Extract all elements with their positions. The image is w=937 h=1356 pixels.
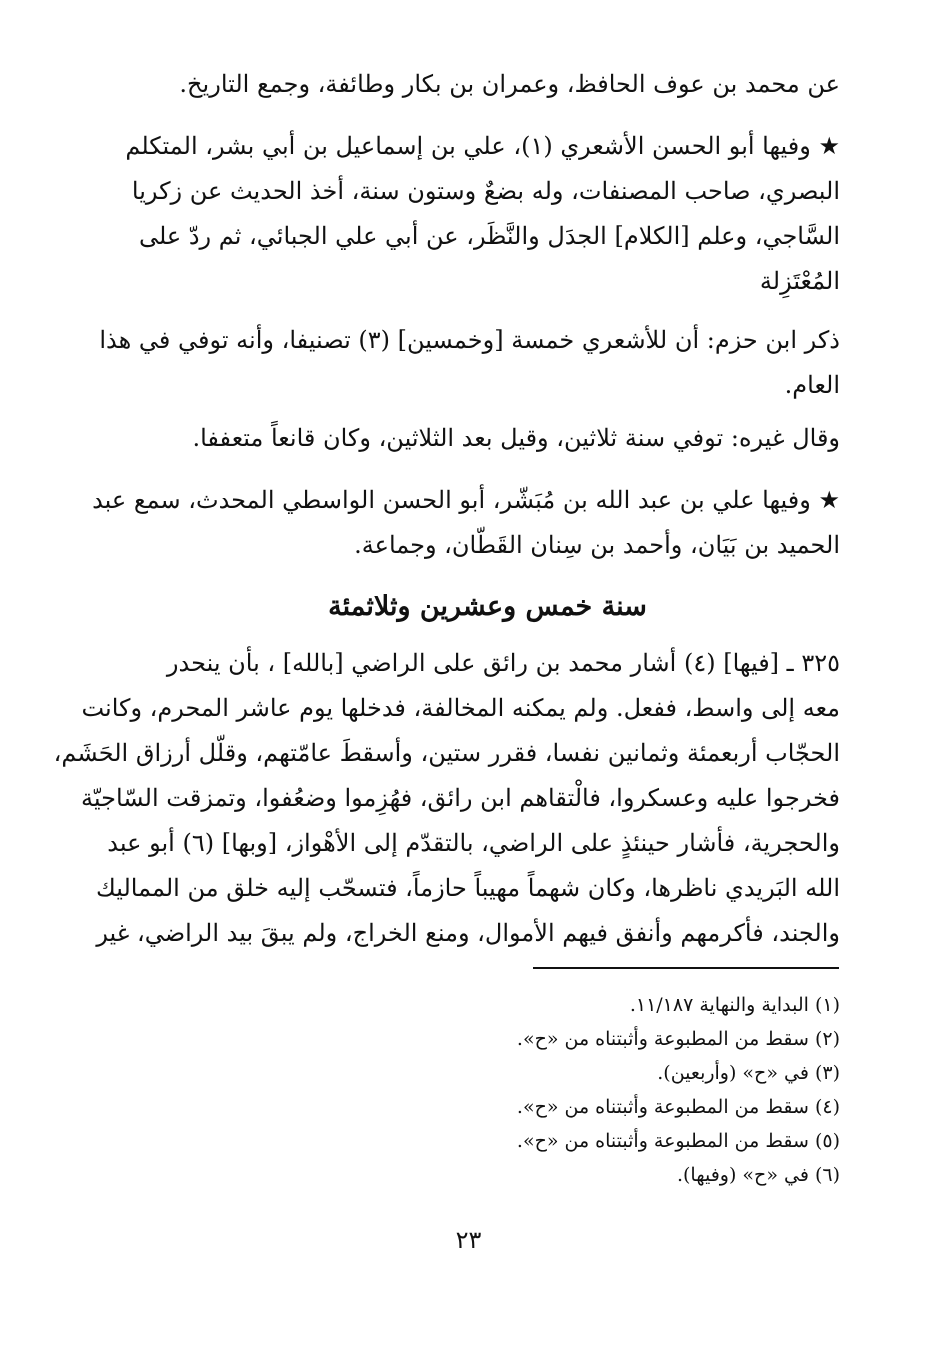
paragraph-year-325	[53, 641, 840, 956]
section-heading: سنة خمس وعشرين وثلاثمئة	[328, 591, 647, 622]
footnote-4: (٤) سقط من المطبوعة وأثبتناه من «ح».	[516, 1096, 840, 1118]
text-line: المُعْتَزِلة	[759, 267, 840, 295]
text-line: السَّاجي، وعلم [الكلام] الجدَل والنَّظَر، عن أبي علي الجبائي، ثم ردّ على	[138, 222, 840, 250]
text-line: الحجّاب أربعمئة وثمانين نفسا، فقرر ستين، وأسقطَ عامّتهم، وقلّل أرزاق الحَشَم،	[53, 739, 840, 767]
text-line: العام.	[784, 371, 840, 399]
text-line: فخرجوا عليه وعسكروا، فالْتقاهم ابن رائق، فهُزِموا وضعُفوا، وتمزقت السّاجيّة	[81, 784, 840, 812]
paragraph-al-ashari	[125, 124, 840, 304]
text-line: ذكر ابن حزم: أن للأشعري خمسة [وخمسين] (٣) تصنيفا، وأنه توفي في هذا	[99, 326, 840, 354]
text-line: البصري، صاحب المصنفات، وله بضعٌ وستون سنة، أخذ الحديث عن زكريا	[131, 177, 840, 205]
footnote-2: (٢) سقط من المطبوعة وأثبتناه من «ح».	[516, 1028, 840, 1050]
text-line: الله البَريدي ناظرها، وكان شهماً مهيباً حازماً، فتسحّب إليه خلق من المماليك	[96, 874, 840, 902]
text-line: ٣٢٥ ـ [فيها] (٤) أشار محمد بن رائق على الراضي [بالله] ، بأن ينحدر	[166, 649, 840, 677]
footnotes	[330, 988, 840, 1192]
footnote-3: (٣) في «ح» (وأربعين).	[657, 1062, 840, 1084]
text-line: الحميد بن بَيَان، وأحمد بن سِنان القَطّان، وجماعة.	[354, 531, 840, 559]
text-line: عن محمد بن عوف الحافظ، وعمران بن بكار وطائفة، وجمع التاريخ.	[179, 70, 840, 98]
page-number: ٢٣	[455, 1226, 482, 1254]
text-line: وقال غيره: توفي سنة ثلاثين، وقيل بعد الثلاثين، وكان قانعاً متعففا.	[192, 424, 840, 452]
footnote-6: (٦) في «ح» (وفيها).	[676, 1164, 840, 1186]
paragraph-others	[135, 416, 840, 461]
paragraph-1	[135, 62, 840, 107]
footnote-1: (١) البداية والنهاية ١١/١٨٧.	[629, 994, 840, 1016]
paragraph-al-wasiti	[92, 478, 840, 568]
text-line: معه إلى واسط، ففعل. ولم يمكنه المخالفة، فدخلها يوم عاشر المحرم، وكانت	[81, 694, 840, 722]
paragraph-ibn-hazm	[99, 318, 840, 408]
footnote-separator	[533, 967, 839, 969]
text-line: ★ وفيها أبو الحسن الأشعري (١)، علي بن إسماعيل بن أبي بشر، المتكلم	[125, 132, 840, 160]
text-line: والحجرية، فأشار حينئذٍ على الراضي، بالتقدّم إلى الأهْواز، [وبها] (٦) أبو عبد	[107, 829, 840, 857]
text-line: والجند، فأكرمهم وأنفق فيهم الأموال، ومنع الخراج، ولم يبقَ بيد الراضي، غير	[96, 919, 840, 947]
text-line: ★ وفيها علي بن عبد الله بن مُبَشّر، أبو الحسن الواسطي المحدث، سمع عبد	[92, 486, 840, 514]
footnote-5: (٥) سقط من المطبوعة وأثبتناه من «ح».	[516, 1130, 840, 1152]
